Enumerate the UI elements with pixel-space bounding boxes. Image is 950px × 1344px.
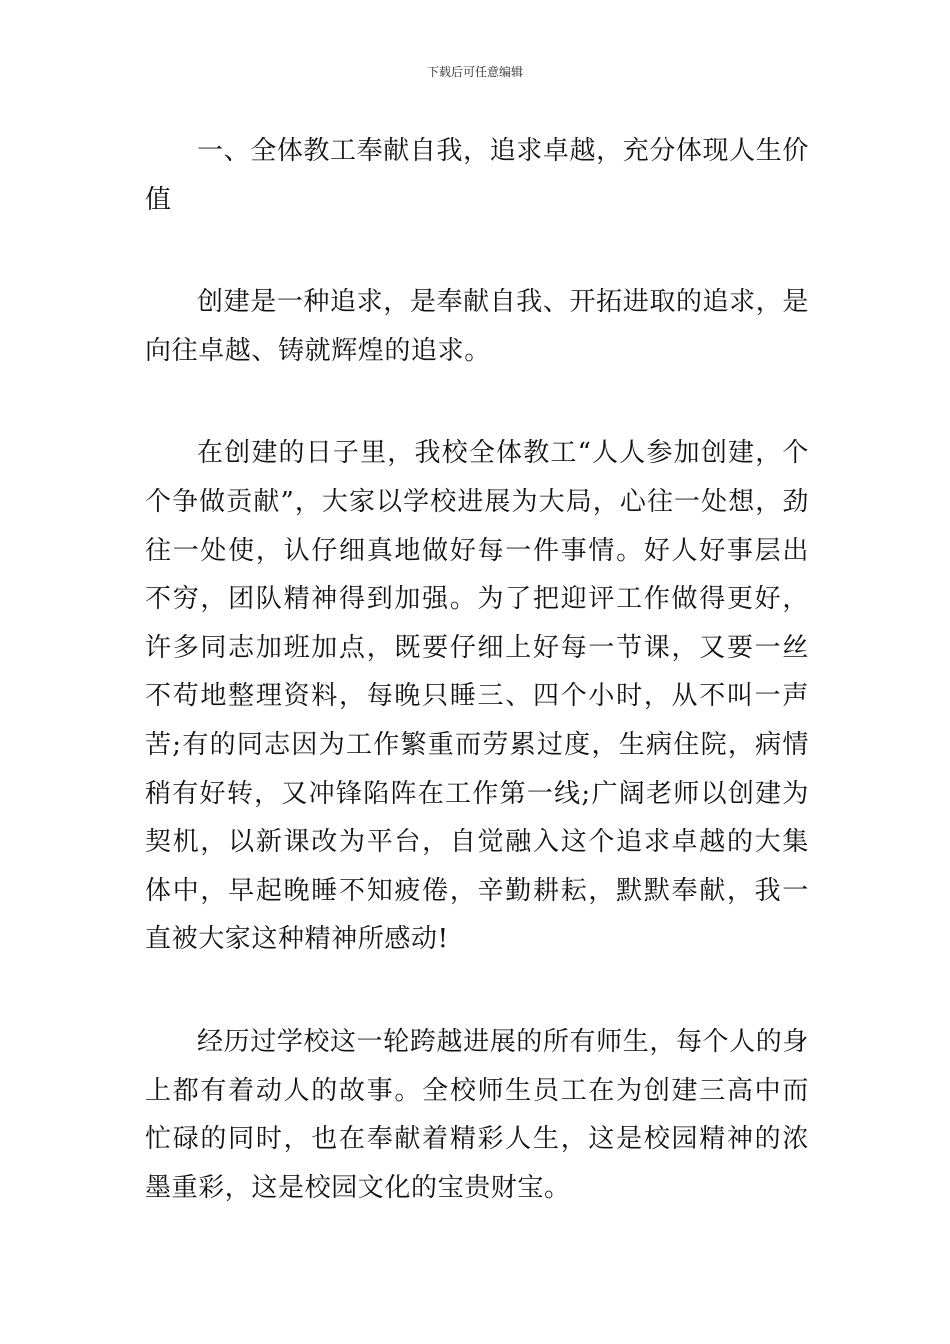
- document-body: [145, 127, 809, 1266]
- section-heading: 一、全体教工奉献自我，追求卓越，充分体现人生价值: [145, 136, 809, 215]
- paragraph: 经历过学校这一轮跨越进展的所有师生，每个人的身上都有着动人的故事。全校师生员工在为创建三高中而忙碌的同时，也在奉献着精彩人生，这是校园精神的浓墨重彩，这是校园文化的宝贵财宝。: [145, 1026, 809, 1203]
- header-note: 下载后可任意编辑: [426, 65, 523, 79]
- paragraph: 创建是一种追求，是奉献自我、开拓进取的追求，是向往卓越、铸就辉煌的追求。: [145, 287, 809, 366]
- paragraph: 在创建的日子里，我校全体教工“人人参加创建，个个争做贡献”，大家以学校进展为大局，心往一处想，劲往一处使，认仔细真地做好每一件事情。好人好事层出不穷，团队精神得到加强。为了把迎评工作做得更好，许多同志加班加点，既要仔细上好每一节课，又要一丝不苟地整理资料，每晚只睡三、四个小时，从不叫一声苦;有的同志因为工作繁重而劳累过度，生病住院，病情稍有好转，又冲锋陷阵在工作第一线;广阔老师以创建为契机，以新课改为平台，自觉融入这个追求卓越的大集体中，早起晚睡不知疲倦，辛勤耕耘，默默奉献，我一直被大家这种精神所感动!: [145, 438, 809, 955]
